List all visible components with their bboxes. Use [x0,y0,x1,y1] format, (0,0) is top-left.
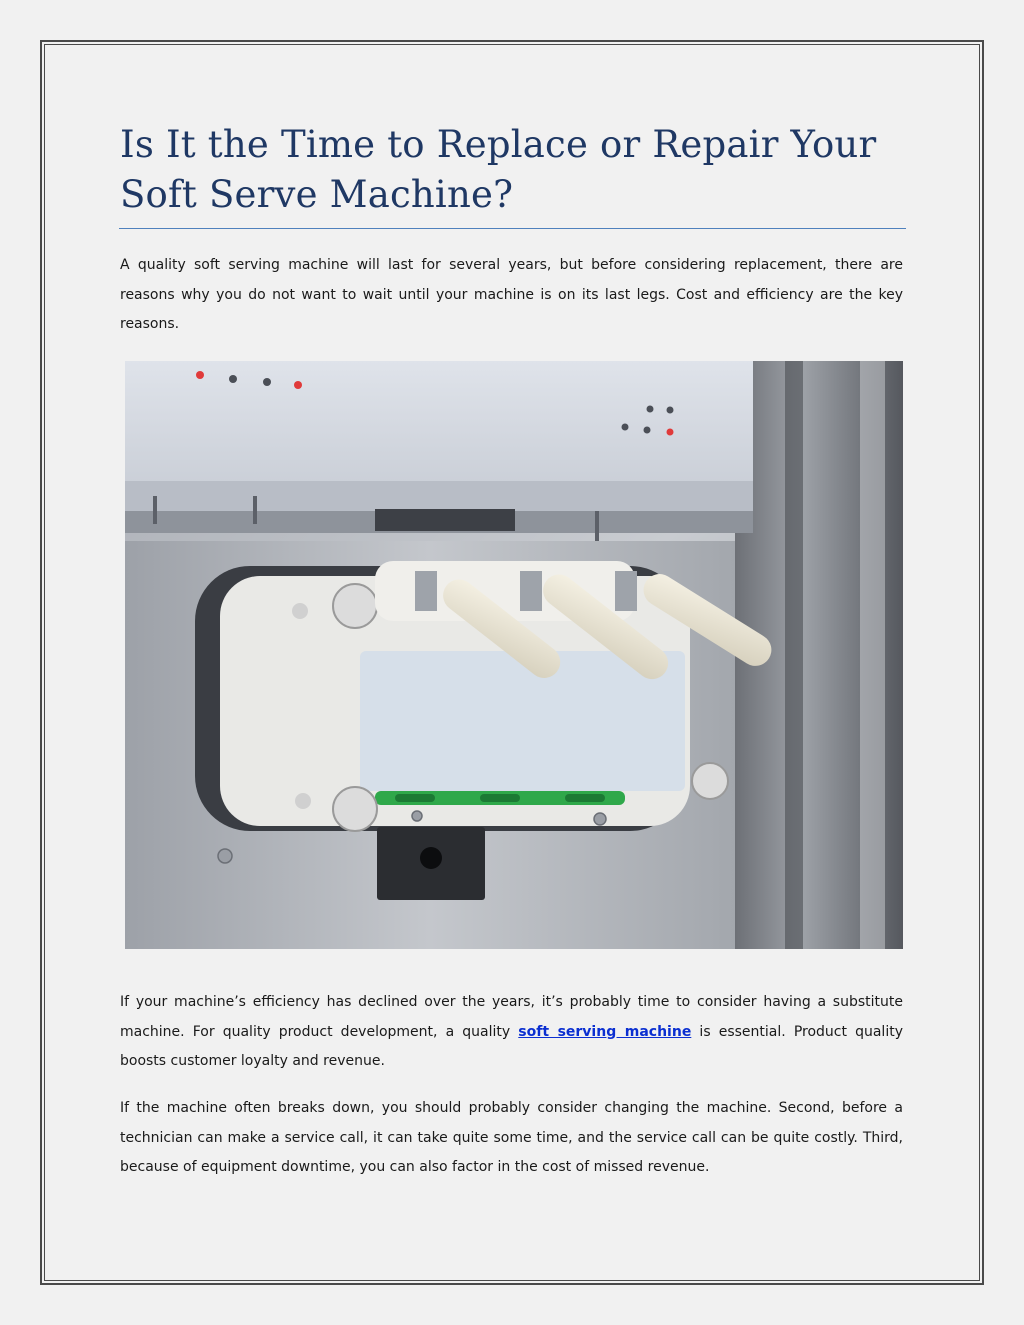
intro-paragraph: A quality soft serving machine will last for several years, but before considering replacement, there are reasons why you do not want to wait until your machine is on its last legs. Cost and efficiency are the key reasons. [120,257,903,332]
title-underline [119,228,906,229]
soft-serve-machine-photo [125,361,903,949]
efficiency-text-start: If your machine’s efficiency has declined over the years, it’s probably time to consider having a substitute machine. For quality product development, a quality [120,994,903,1040]
breakdown-paragraph: If the machine often breaks down, you should probably consider changing the machine. Second, before a technician can make a service call, it can take quite some time, and the service call can be quite costly. Third, because of equipment downtime, you can also factor in the cost of missed revenue. [120,1100,903,1175]
efficiency-text-end: is essential. Product quality boosts customer loyalty and revenue. [120,1023,903,1069]
efficiency-paragraph [120,988,903,1077]
page-title: Is It the Time to Replace or Repair Your Soft Serve Machine? [120,123,877,216]
soft-serving-machine-link[interactable]: soft serving machine [518,1023,692,1040]
